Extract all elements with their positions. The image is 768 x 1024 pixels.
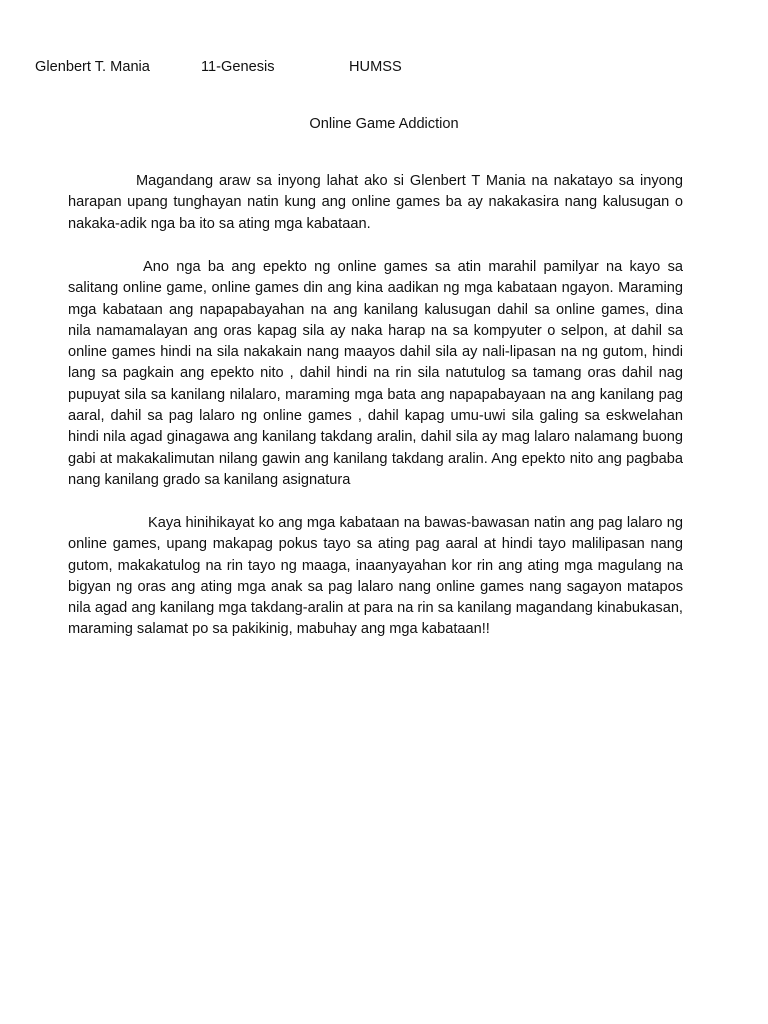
student-header <box>35 59 735 77</box>
paragraph-conclusion: Kaya hinihikayat ko ang mga kabataan na bawas-bawasan natin ang pag lalaro ng online games, upang makapag pokus tayo sa ating pag aaral at hindi tayo malilipasan nang gutom, makakatulog na rin tayo ng maaga, inaanyayahan kor rin ang ating mga magulang na bigyan ng oras ang ating mga anak sa pag lalaro nang online games nang sagayon matapos nila agad ang kanilang mga takdang-aralin at para na rin sa kanilang magandang kinabukasan, maraming salamat po sa pakikinig, mabuhay ang mga kabataan!! <box>68 515 683 638</box>
document-title: Online Game Addiction <box>309 116 459 132</box>
student-name: Glenbert T. Mania <box>35 59 150 75</box>
paragraph-intro: Magandang araw sa inyong lahat ako si Glenbert T Mania na nakatayo sa inyong harapan upang tunghayan natin kung ang online games ba ay nakakasira nang kalusugan o nakaka-adik nga ba ito sa ating mga kabataan. <box>68 173 683 232</box>
student-section: 11-Genesis <box>201 59 275 75</box>
student-strand: HUMSS <box>349 59 402 75</box>
paragraph-effects: Ano nga ba ang epekto ng online games sa atin marahil pamilyar na kayo sa salitang online game, online games din ang kina aadikan ng mga kabataan ngayon. Maraming mga kabataan ang napapabayahan na ang kanilang kalusugan dahil sa online games, dina nila namamalayan ang oras kapag sila ay naka harap na sa kompyuter o selpon, at dahil sa online games hindi na sila nakakain nang maayos dahil sila ay nali-lipasan na ng gutom, hindi lang sa pagkain ang epekto nito , dahil hindi na rin sila natutulog sa tamang oras dahil nag pupuyat sila sa kanilang nilalaro, maraming mga bata ang napapabayaan na ang kanilang pag aaral, dahil sa pag lalaro ng online games , dahil kapag umu-uwi sila galing sa eskwelahan hindi nila agad ginagawa ang kanilang takdang aralin, dahil sila ay mag lalaro nalamang buong gabi at makakalimutan nilang gawin ang kanilang takdang aralin. Ang epekto nito ang pagbaba nang kanilang grado sa kanilang asignatura <box>68 259 683 488</box>
